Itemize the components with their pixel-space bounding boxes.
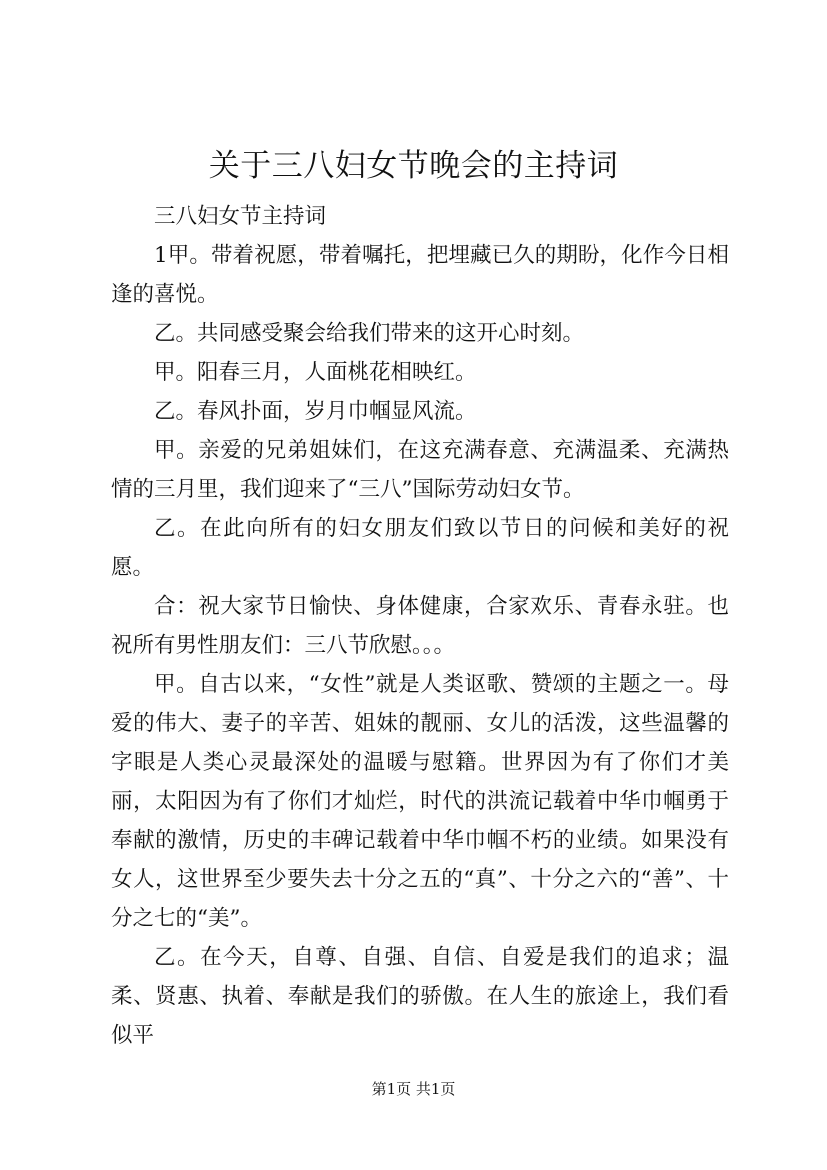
- paragraph: 合：祝大家节日愉快、身体健康，合家欢乐、青春永驻。也祝所有男性朋友们：三八节欣慰。。。: [111, 594, 729, 658]
- paragraph: 乙。春风扑面，岁月巾帼显风流。: [154, 399, 477, 424]
- paragraph: 甲。自古以来，“女性”就是人类讴歌、赞颂的主题之一。母爱的伟大、妻子的辛苦、姐妹的靓丽、女儿的活泼，这些温馨的字眼是人类心灵最深处的温暖与慰籍。世界因为有了你们才美丽，太阳因为有了你们才灿烂，时代的洪流记载着中华巾帼勇于奉献的激情，历史的丰碑记载着中华巾帼不朽的业绩。如果没有女人，这世界至少要失去十分之五的“真”、十分之六的“善”、十分之七的“美”。: [111, 672, 729, 931]
- paragraph: 乙。在今天，自尊、自强、自信、自爱是我们的追求；温柔、贤惠、执着、奉献是我们的骄傲。在人生的旅途上，我们看似平: [111, 945, 729, 1048]
- paragraph: 乙。在此向所有的妇女朋友们致以节日的问候和美好的祝愿。: [111, 516, 729, 580]
- paragraph: 1甲。带着祝愿，带着嘱托，把埋藏已久的期盼，化作今日相逢的喜悦。: [111, 243, 729, 307]
- page-footer: 第1页 共1页: [371, 1080, 456, 1098]
- paragraph: 甲。阳春三月，人面桃花相映红。: [154, 360, 477, 385]
- paragraph: 甲。亲爱的兄弟姐妹们，在这充满春意、充满温柔、充满热情的三月里，我们迎来了“三八”国际劳动妇女节。: [111, 438, 729, 502]
- paragraph: 乙。共同感受聚会给我们带来的这开心时刻。: [154, 321, 585, 346]
- paragraph-subtitle: 三八妇女节主持词: [154, 204, 327, 229]
- document-title: 关于三八妇女节晚会的主持词: [208, 148, 619, 184]
- document-body: [111, 197, 729, 1055]
